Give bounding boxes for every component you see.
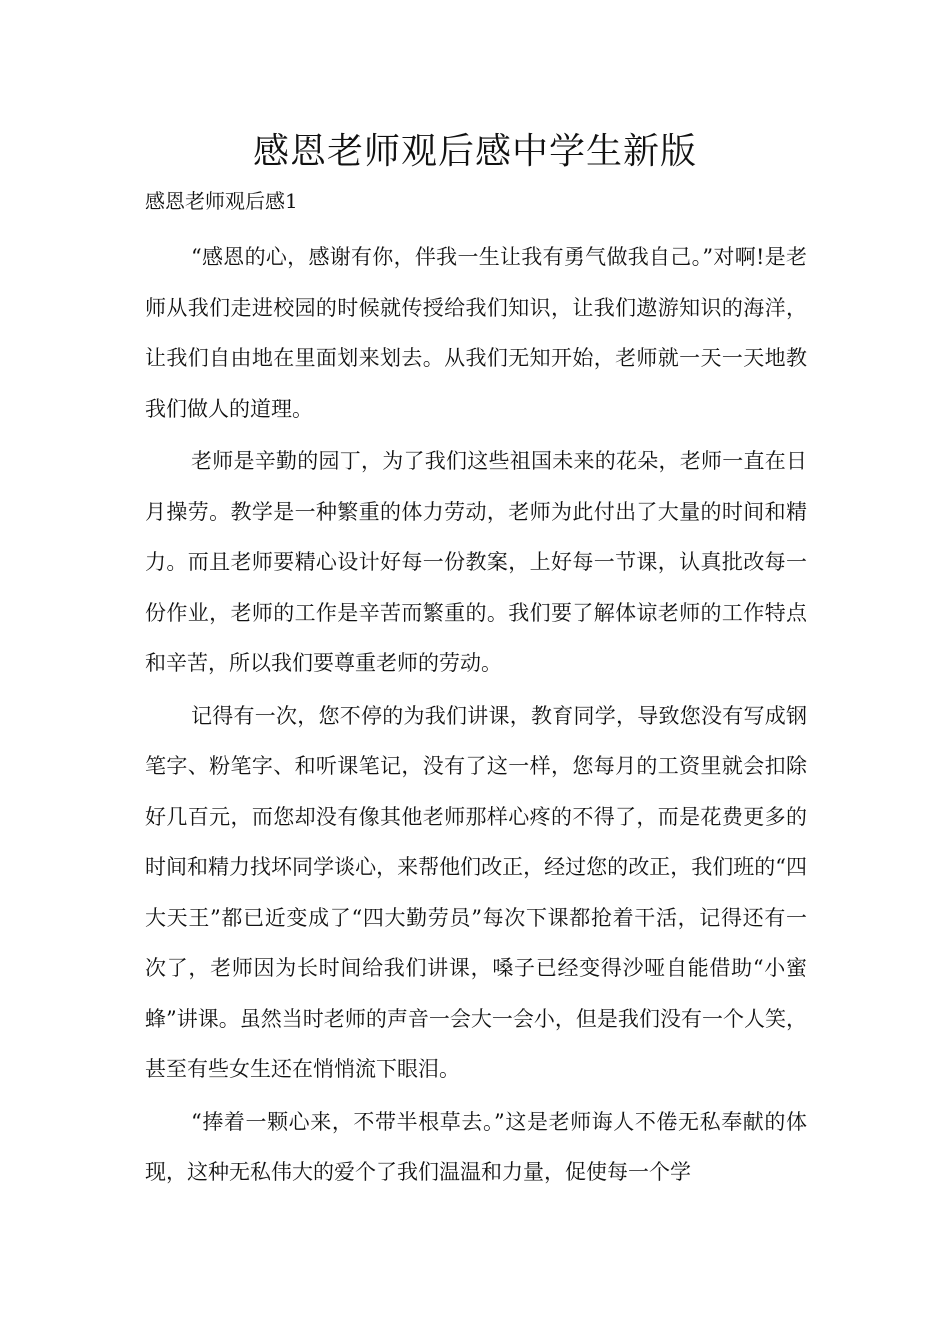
paragraph-2: 老师是辛勤的园丁，为了我们这些祖国未来的花朵，老师一直在日月操劳。教学是一种繁重的体力劳动，老师为此付出了大量的时间和精力。而且老师要精心设计好每一份教案，上好每一节课，认真批改每一份作业，老师的工作是辛苦而繁重的。我们要了解体谅老师的工作特点和辛苦，所以我们要尊重老师的劳动。: [145, 449, 807, 675]
document-title: 感恩老师观后感中学生新版: [252, 131, 697, 172]
paragraph-3: 记得有一次，您不停的为我们讲课，教育同学，导致您没有写成钢笔字、粉笔字、和听课笔记，没有了这一样，您每月的工资里就会扣除好几百元，而您却没有像其他老师那样心疼的不得了，而是花费更多的时间和精力找坏同学谈心，来帮他们改正，经过您的改正，我们班的“四大天王”都已近变成了“四大勤劳员”每次下课都抢着干活，记得还有一次了，老师因为长时间给我们讲课，嗓子已经变得沙哑自能借助“小蜜蜂”讲课。虽然当时老师的声音一会大一会小，但是我们没有一个人笑，甚至有些女生还在悄悄流下眼泪。: [145, 703, 807, 1081]
body-text: [145, 232, 807, 1200]
paragraph-1: “感恩的心，感谢有你，伴我一生让我有勇气做我自己。”对啊!是老师从我们走进校园的时候就传授给我们知识，让我们遨游知识的海洋，让我们自由地在里面划来划去。从我们无知开始，老师就一天一天地教我们做人的道理。: [145, 245, 807, 421]
paragraph-4: “捧着一颗心来，不带半根草去。”这是老师诲人不倦无私奉献的体现，这种无私伟大的爱个了我们温温和力量，促使每一个学: [145, 1109, 807, 1184]
section-heading: 感恩老师观后感1: [145, 189, 298, 213]
